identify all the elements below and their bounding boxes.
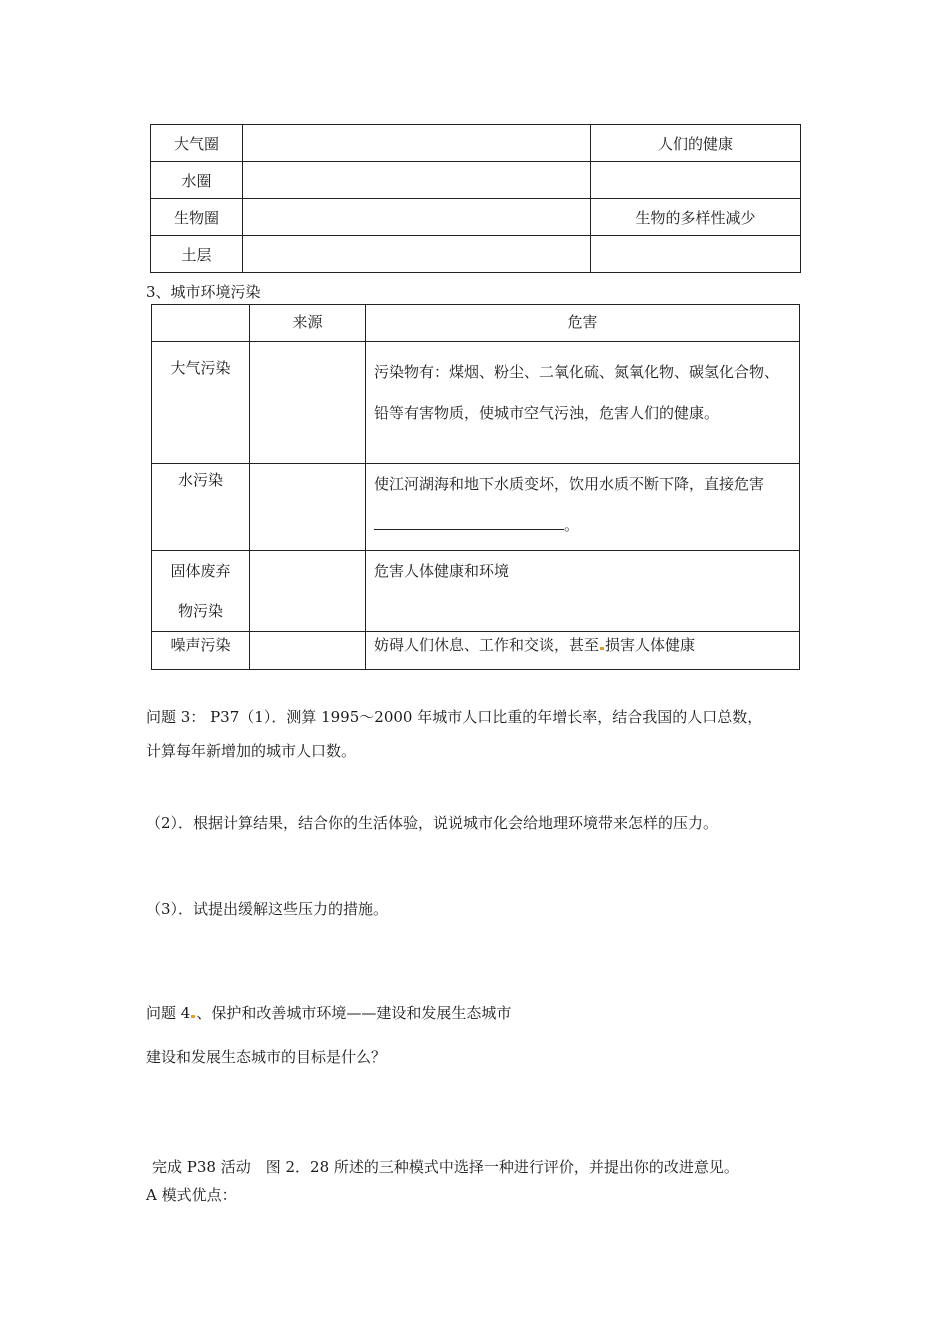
table-row xyxy=(152,632,800,670)
pollution-harm: 危害人体健康和环境 xyxy=(366,551,800,632)
pollution-source-cell xyxy=(250,632,366,670)
section-3-title: 3、城市环境污染 xyxy=(146,283,261,301)
pollution-type: 水污染 xyxy=(152,464,250,551)
table-row xyxy=(152,551,800,632)
edit-mark xyxy=(191,1015,195,1018)
edit-mark xyxy=(600,647,604,650)
city-pollution-table xyxy=(151,304,800,670)
sphere-pollution-table xyxy=(150,124,801,273)
question-4-ask: 建设和发展生态城市的目标是什么？ xyxy=(146,1048,387,1066)
table-row xyxy=(152,342,800,464)
sphere-name: 生物圈 xyxy=(151,199,243,236)
pollution-source-cell xyxy=(250,342,366,464)
harm-text-end: 。 xyxy=(564,516,580,534)
sphere-cause-cell xyxy=(243,199,591,236)
pollution-type-line1: 固体废弃 xyxy=(170,562,231,580)
question-4-title xyxy=(146,1002,511,1023)
header-harm: 危害 xyxy=(366,305,800,342)
sphere-effect-cell xyxy=(591,236,801,273)
question-3-line1 xyxy=(146,706,762,727)
question-3-sub2: （2）．根据计算结果，结合你的生活体验，说说城市化会给地理环境带来怎样的压力。 xyxy=(146,814,719,832)
harm-text: 使江河湖海和地下水质变坏，饮用水质不断下降，直接危害 xyxy=(374,475,765,493)
pollution-type: 噪声污染 xyxy=(152,632,250,670)
sphere-effect-cell: 人们的健康 xyxy=(591,125,801,162)
sphere-effect-cell xyxy=(591,162,801,199)
table-row xyxy=(152,464,800,551)
harm-text: 妨碍人们休息、工作和交谈，甚至 xyxy=(374,636,600,654)
question-3-label: 问题 3： xyxy=(146,708,206,726)
sphere-name: 水圈 xyxy=(151,162,243,199)
table-header-row xyxy=(152,305,800,342)
header-blank-cell xyxy=(152,305,250,342)
sphere-cause-cell xyxy=(243,125,591,162)
sphere-effect-cell: 生物的多样性减少 xyxy=(591,199,801,236)
question-3-text: ．测算 1995～2000 年城市人口比重的年增长率，结合我国的人口总数， xyxy=(271,708,763,726)
sphere-cause-cell xyxy=(243,236,591,273)
harm-text-end: 损害人体健康 xyxy=(605,636,696,654)
pollution-harm xyxy=(366,464,800,551)
sphere-name: 土层 xyxy=(151,236,243,273)
pollution-harm xyxy=(366,632,800,670)
sphere-name: 大气圈 xyxy=(151,125,243,162)
pollution-type: 大气污染 xyxy=(152,342,250,464)
pollution-source-cell xyxy=(250,464,366,551)
question-4-label: 问题 4 xyxy=(146,1004,191,1022)
sphere-cause-cell xyxy=(243,162,591,199)
table-row xyxy=(151,125,801,162)
pollution-source-cell xyxy=(250,551,366,632)
activity-instruction: 完成 P38 活动 图 2．28 所述的三种模式中选择一种进行评价，并提出你的改进意见。 xyxy=(152,1158,739,1176)
question-3-ref: P37（1） xyxy=(210,708,272,726)
table-row xyxy=(151,199,801,236)
table-row xyxy=(151,236,801,273)
pollution-type-line2: 物污染 xyxy=(177,602,223,620)
question-3-sub3: （3）．试提出缓解这些压力的措施。 xyxy=(146,900,389,918)
header-source: 来源 xyxy=(250,305,366,342)
question-4-text: 、保护和改善城市环境——建设和发展生态城市 xyxy=(196,1004,512,1022)
pollution-harm: 污染物有：煤烟、粉尘、二氧化硫、氮氧化物、碳氢化合物、铅等有害物质，使城市空气污浊，危害人们的健康。 xyxy=(366,342,800,464)
fill-blank xyxy=(374,511,564,530)
pollution-type xyxy=(152,551,250,632)
table-row xyxy=(151,162,801,199)
question-3-line2: 计算每年新增加的城市人口数。 xyxy=(146,742,357,760)
mode-a-advantages: A 模式优点： xyxy=(146,1186,237,1204)
